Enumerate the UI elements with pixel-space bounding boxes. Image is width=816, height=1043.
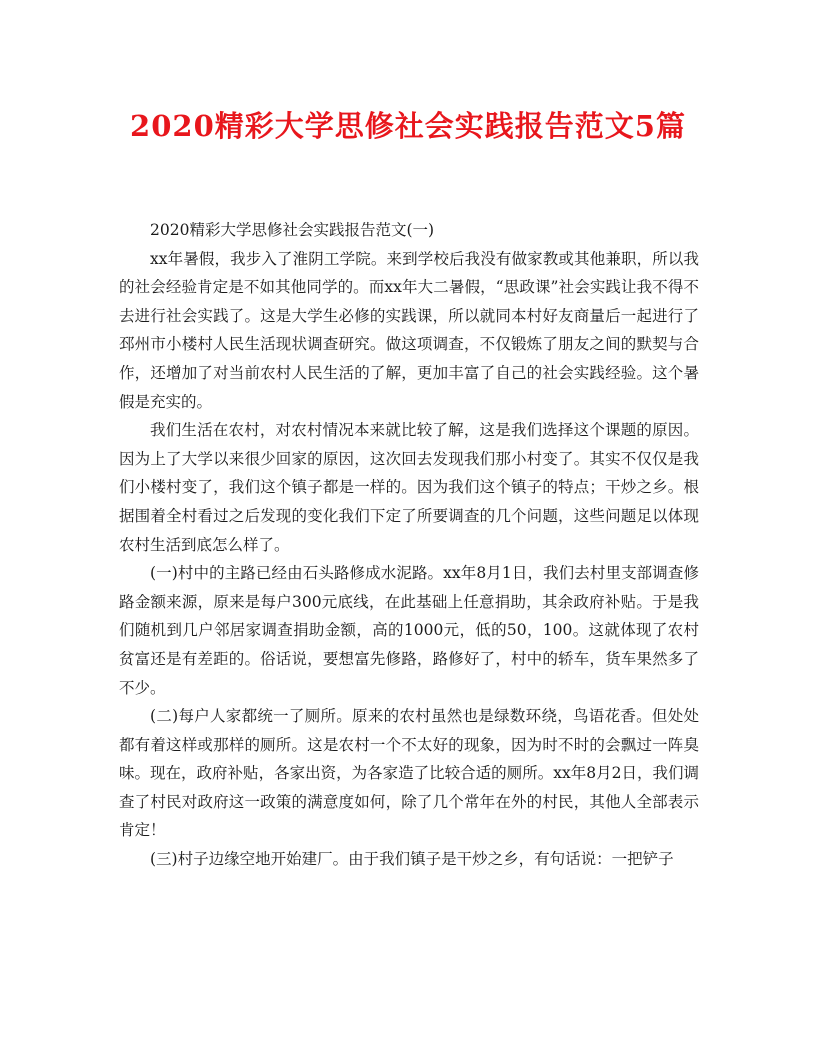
paragraph-item-3: (三)村子边缘空地开始建厂。由于我们镇子是干炒之乡，有句话说：一把铲子 <box>150 850 674 869</box>
document-title: 2020精彩大学思修社会实践报告范文5篇 <box>130 109 686 143</box>
paragraph-item-2: (二)每户人家都统一了厕所。原来的农村虽然也是绿数环绕，鸟语花香。但处处都有着这样或那样的厕所。这是农村一个不太好的现象，因为时不时的会飘过一阵臭味。现在，政府补贴，各家出资，为各家造了比较合适的厕所。xx年8月2日，我们调查了村民对政府这一政策的满意度如何，除了几个常年在外的村民，其他人全部表示肯定！ <box>119 707 699 840</box>
paragraph-topic-reason: 我们生活在农村，对农村情况本来就比较了解，这是我们选择这个课题的原因。因为上了大学以来很少回家的原因，这次回去发现我们那小村变了。其实不仅仅是我们小楼村变了，我们这个镇子都是一样的。因为我们这个镇子的特点；干炒之乡。根据围着全村看过之后发现的变化我们下定了所要调查的几个问题，这些问题足以体现农村生活到底怎么样了。 <box>119 421 699 554</box>
document-body <box>119 216 699 874</box>
paragraph-item-1: (一)村中的主路已经由石头路修成水泥路。xx年8月1日，我们去村里支部调查修路金额来源，原来是每户300元底线，在此基础上任意捐助，其余政府补贴。于是我们随机到几户邻居家调查捐助金额，高的1000元，低的50，100。这就体现了农村贫富还是有差距的。俗话说，要想富先修路，路修好了，村中的轿车，货车果然多了不少。 <box>119 564 699 697</box>
section-heading: 2020精彩大学思修社会实践报告范文(一) <box>150 221 435 239</box>
paragraph-intro: xx年暑假，我步入了淮阴工学院。来到学校后我没有做家教或其他兼职，所以我的社会经验肯定是不如其他同学的。而xx年大二暑假，“思政课”社会实践让我不得不去进行社会实践了。这是大学生必修的实践课，所以就同本村好友商量后一起进行了邳州市小楼村人民生活现状调查研究。做这项调查，不仅锻炼了朋友之间的默契与合作，还增加了对当前农村人民生活的了解，更加丰富了自己的社会实践经验。这个暑假是充实的。 <box>119 249 699 411</box>
